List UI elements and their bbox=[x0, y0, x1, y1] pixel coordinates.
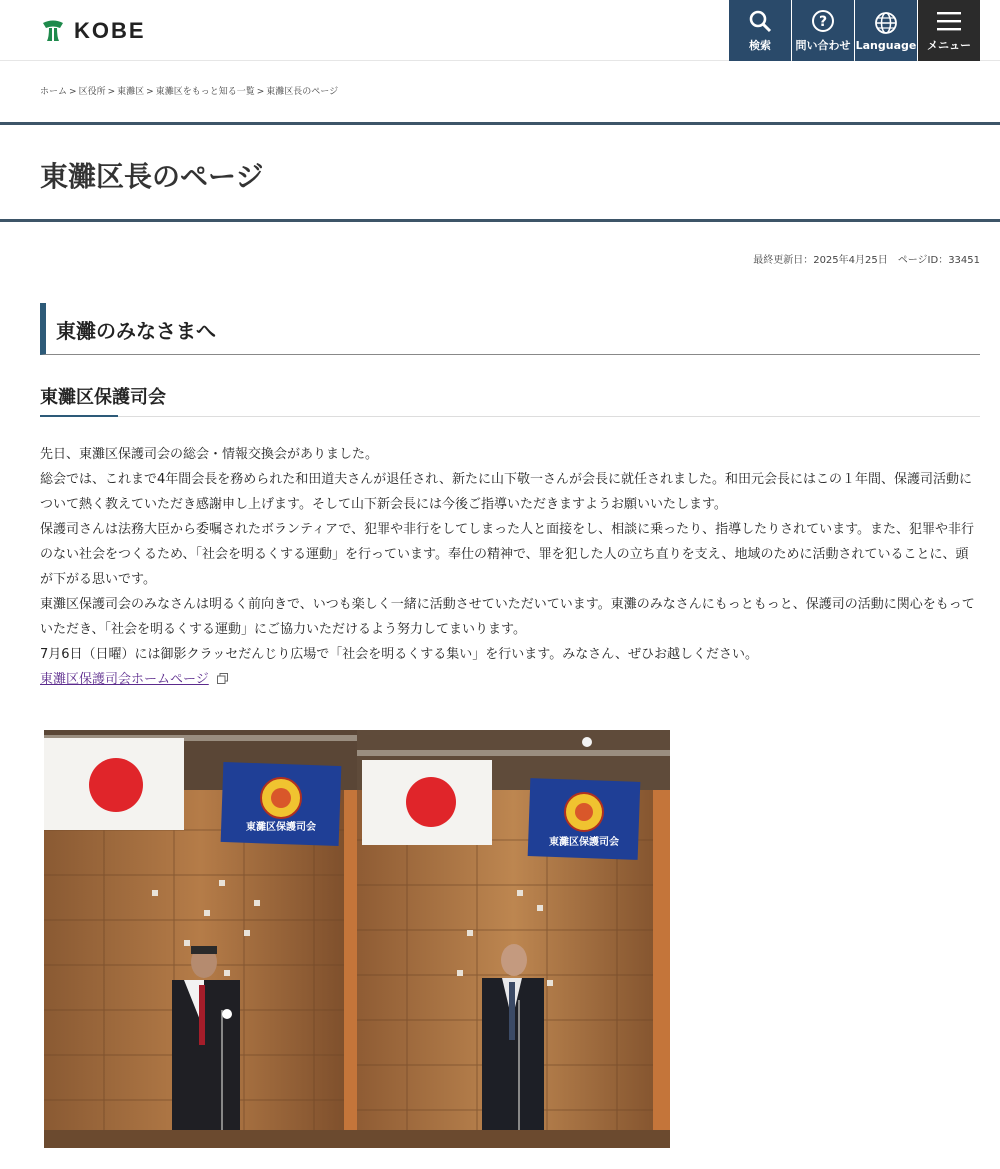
section-heading-text: 東灘のみなさまへ bbox=[56, 319, 216, 343]
breadcrumb-ward-office[interactable]: 区役所 bbox=[78, 87, 106, 97]
search-icon bbox=[747, 8, 773, 34]
paragraph: 先日、東灘区保護司会の総会・情報交換会がありました。 bbox=[40, 447, 379, 462]
photo-gallery bbox=[44, 730, 671, 1148]
hamburger-icon bbox=[936, 8, 962, 34]
breadcrumb-separator: > bbox=[69, 87, 77, 97]
globe-icon bbox=[873, 10, 899, 36]
section-heading bbox=[40, 303, 980, 355]
sub-heading-text: 東灘区保護司会 bbox=[40, 387, 166, 408]
sub-heading bbox=[40, 383, 980, 417]
search-button[interactable] bbox=[729, 0, 791, 61]
question-icon bbox=[810, 8, 836, 34]
photo-new-chairman bbox=[357, 730, 670, 1148]
article-body bbox=[40, 442, 980, 692]
logo-text: KOBE bbox=[74, 18, 146, 43]
banner-text: 東灘区保護司会 bbox=[246, 822, 316, 833]
paragraph: 7月6日（日曜）には御影クラッセだんじり広場で「社会を明るくする集い」を行います。みなさん、ぜひお越しください。 bbox=[40, 647, 759, 662]
banner-text: 東灘区保護司会 bbox=[549, 837, 619, 848]
contact-label: 問い合わせ bbox=[795, 39, 851, 52]
breadcrumb-separator: > bbox=[146, 87, 154, 97]
paragraph: 東灘区保護司会のみなさんは明るく前向きで、いつも楽しく一緒に活動させていただいています。東灘のみなさんにもっともっと、保護司の活動に関心をもっていただき、「社会を明るくする運動」にご協力いただけるよう努力してまいります。 bbox=[40, 597, 975, 637]
language-button[interactable] bbox=[855, 0, 917, 61]
hogoshi-link-row bbox=[40, 667, 980, 692]
breadcrumb-know-more[interactable]: 東灘区をもっと知る一覧 bbox=[155, 87, 255, 97]
menu-label: メニュー bbox=[927, 39, 971, 52]
kobe-logo-icon bbox=[40, 19, 66, 43]
last-updated: 最終更新日：2025年4月25日 ページID：33451 bbox=[753, 255, 980, 266]
breadcrumb-current: 東灘区長のページ bbox=[266, 87, 339, 97]
header-nav bbox=[728, 0, 980, 61]
paragraph: 保護司さんは法務大臣から委嘱されたボランティアで、犯罪や非行をしてしまった人と面接をし、相談に乗ったり、指導したりされています。また、犯罪や非行のない社会をつくるため、「社会を明るくする運動」を行っています。奉仕の精神で、罪を犯した人の立ち直りを支え、地域のために活動されていることに、頭が下がる思いです。 bbox=[40, 522, 975, 587]
external-link-icon bbox=[217, 673, 228, 684]
breadcrumb bbox=[40, 84, 338, 97]
contact-button[interactable] bbox=[792, 0, 854, 61]
language-label: Language bbox=[855, 38, 917, 52]
photo-former-chairman bbox=[44, 730, 357, 1148]
breadcrumb-separator: > bbox=[107, 87, 116, 97]
search-label: 検索 bbox=[749, 39, 771, 52]
kobe-logo[interactable] bbox=[40, 18, 146, 44]
paragraph: 総会では、これまで4年間会長を務められた和田道夫さんが退任され、新たに山下敬一さんが会長に就任されました。和田元会長にはこの１年間、保護司活動について熱く教えていただき感謝申し上げます。そして山下新会長には今後ご指導いただきますようお願いいたします。 bbox=[40, 472, 973, 512]
site-header bbox=[0, 0, 1000, 61]
title-band bbox=[0, 122, 1000, 222]
page-title: 東灘区長のページ bbox=[40, 160, 264, 193]
svg-text:?: ? bbox=[818, 14, 828, 30]
menu-button[interactable] bbox=[918, 0, 980, 61]
hogoshi-homepage-link[interactable]: 東灘区保護司会ホームページ bbox=[40, 672, 209, 687]
breadcrumb-separator: > bbox=[256, 87, 265, 97]
breadcrumb-home[interactable]: ホーム bbox=[40, 87, 68, 97]
breadcrumb-higashinada[interactable]: 東灘区 bbox=[117, 87, 145, 97]
